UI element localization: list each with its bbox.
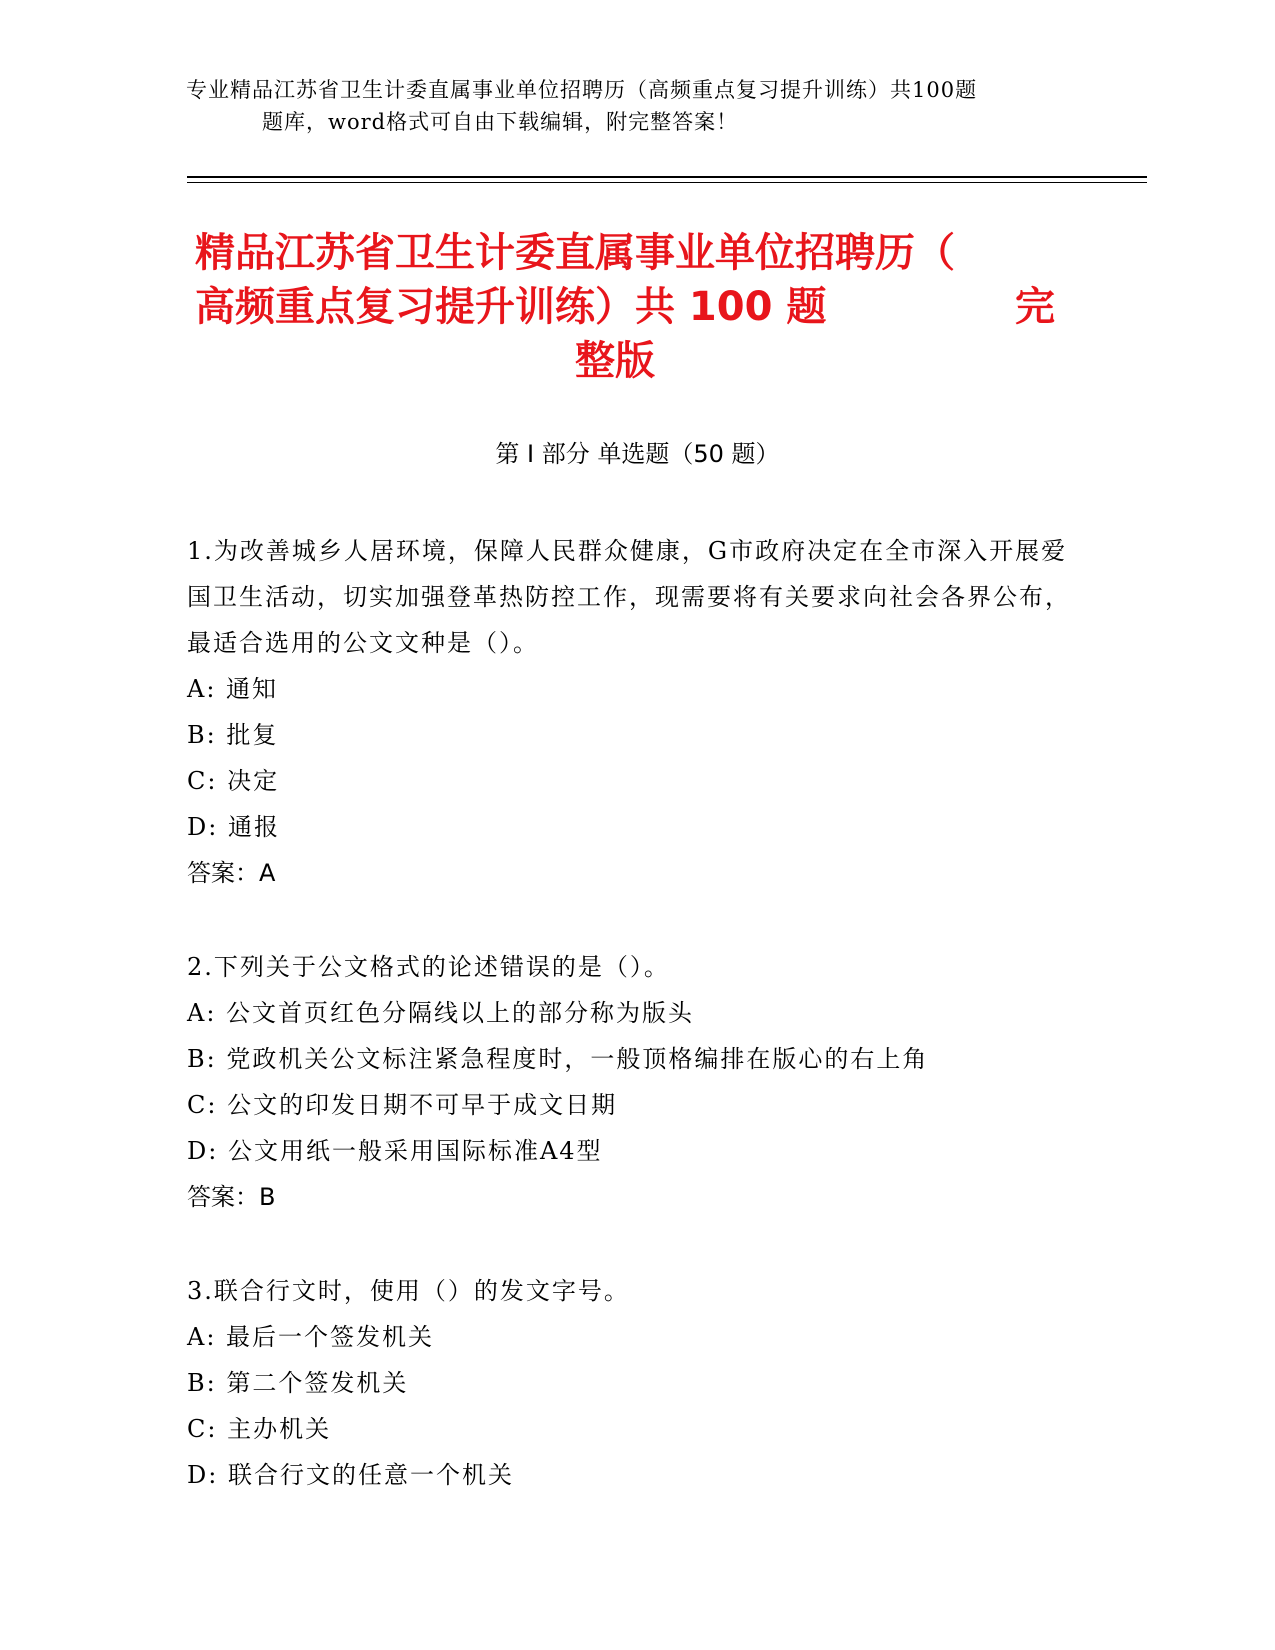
header-divider-thin [187,182,1147,183]
option-b: B: 批复 [187,721,279,749]
option-a: A: 公文首页红色分隔线以上的部分称为版头 [187,999,695,1027]
option-b: B: 党政机关公文标注紧急程度时，一般顶格编排在版心的右上角 [187,1045,929,1073]
option-d: D: 通报 [187,813,280,841]
answer: 答案：B [187,1183,276,1211]
option-b: B: 第二个签发机关 [187,1369,409,1397]
document-title [195,226,1075,388]
option-d: D: 公文用纸一般采用国际标准A4型 [187,1137,603,1165]
title-line-1: 精品江苏省卫生计委直属事业单位招聘历（ [195,230,955,276]
title-line-3: 整版 [575,338,655,384]
question-stem: 2.下列关于公文格式的论述错误的是（）。 [187,953,670,981]
question-3 [187,1268,1087,1498]
option-a: A: 最后一个签发机关 [187,1323,435,1351]
option-c: C: 主办机关 [187,1415,332,1443]
option-c: C: 公文的印发日期不可早于成文日期 [187,1091,618,1119]
question-1 [187,528,1087,896]
question-stem: 1.为改善城乡人居环境，保障人民群众健康，G市政府决定在全市深入开展爱国卫生活动，切实加强登革热防控工作，现需要将有关要求向社会各界公布，最适合选用的公文文种是（）。 [187,537,1071,657]
answer: 答案：A [187,859,276,887]
option-a: A: 通知 [187,675,279,703]
question-2 [187,944,1087,1220]
option-c: C: 决定 [187,767,280,795]
question-stem: 3.联合行文时，使用（）的发文字号。 [187,1277,630,1305]
title-line-2-text: 高频重点复习提升训练）共 100 题 [195,284,827,330]
option-d: D: 联合行文的任意一个机关 [187,1461,514,1489]
header-line-2: 题库，word格式可自由下载编辑，附完整答案！ [262,110,739,134]
title-line-2-tail: 完 [1015,284,1055,330]
section-title: 第 I 部分 单选题（50 题） [495,440,780,468]
header-line-1: 专业精品江苏省卫生计委直属事业单位招聘历（高频重点复习提升训练）共100题 [186,78,978,102]
header-divider-thick [187,176,1147,178]
title-line-2 [195,280,1075,334]
question-list [187,528,1087,1546]
